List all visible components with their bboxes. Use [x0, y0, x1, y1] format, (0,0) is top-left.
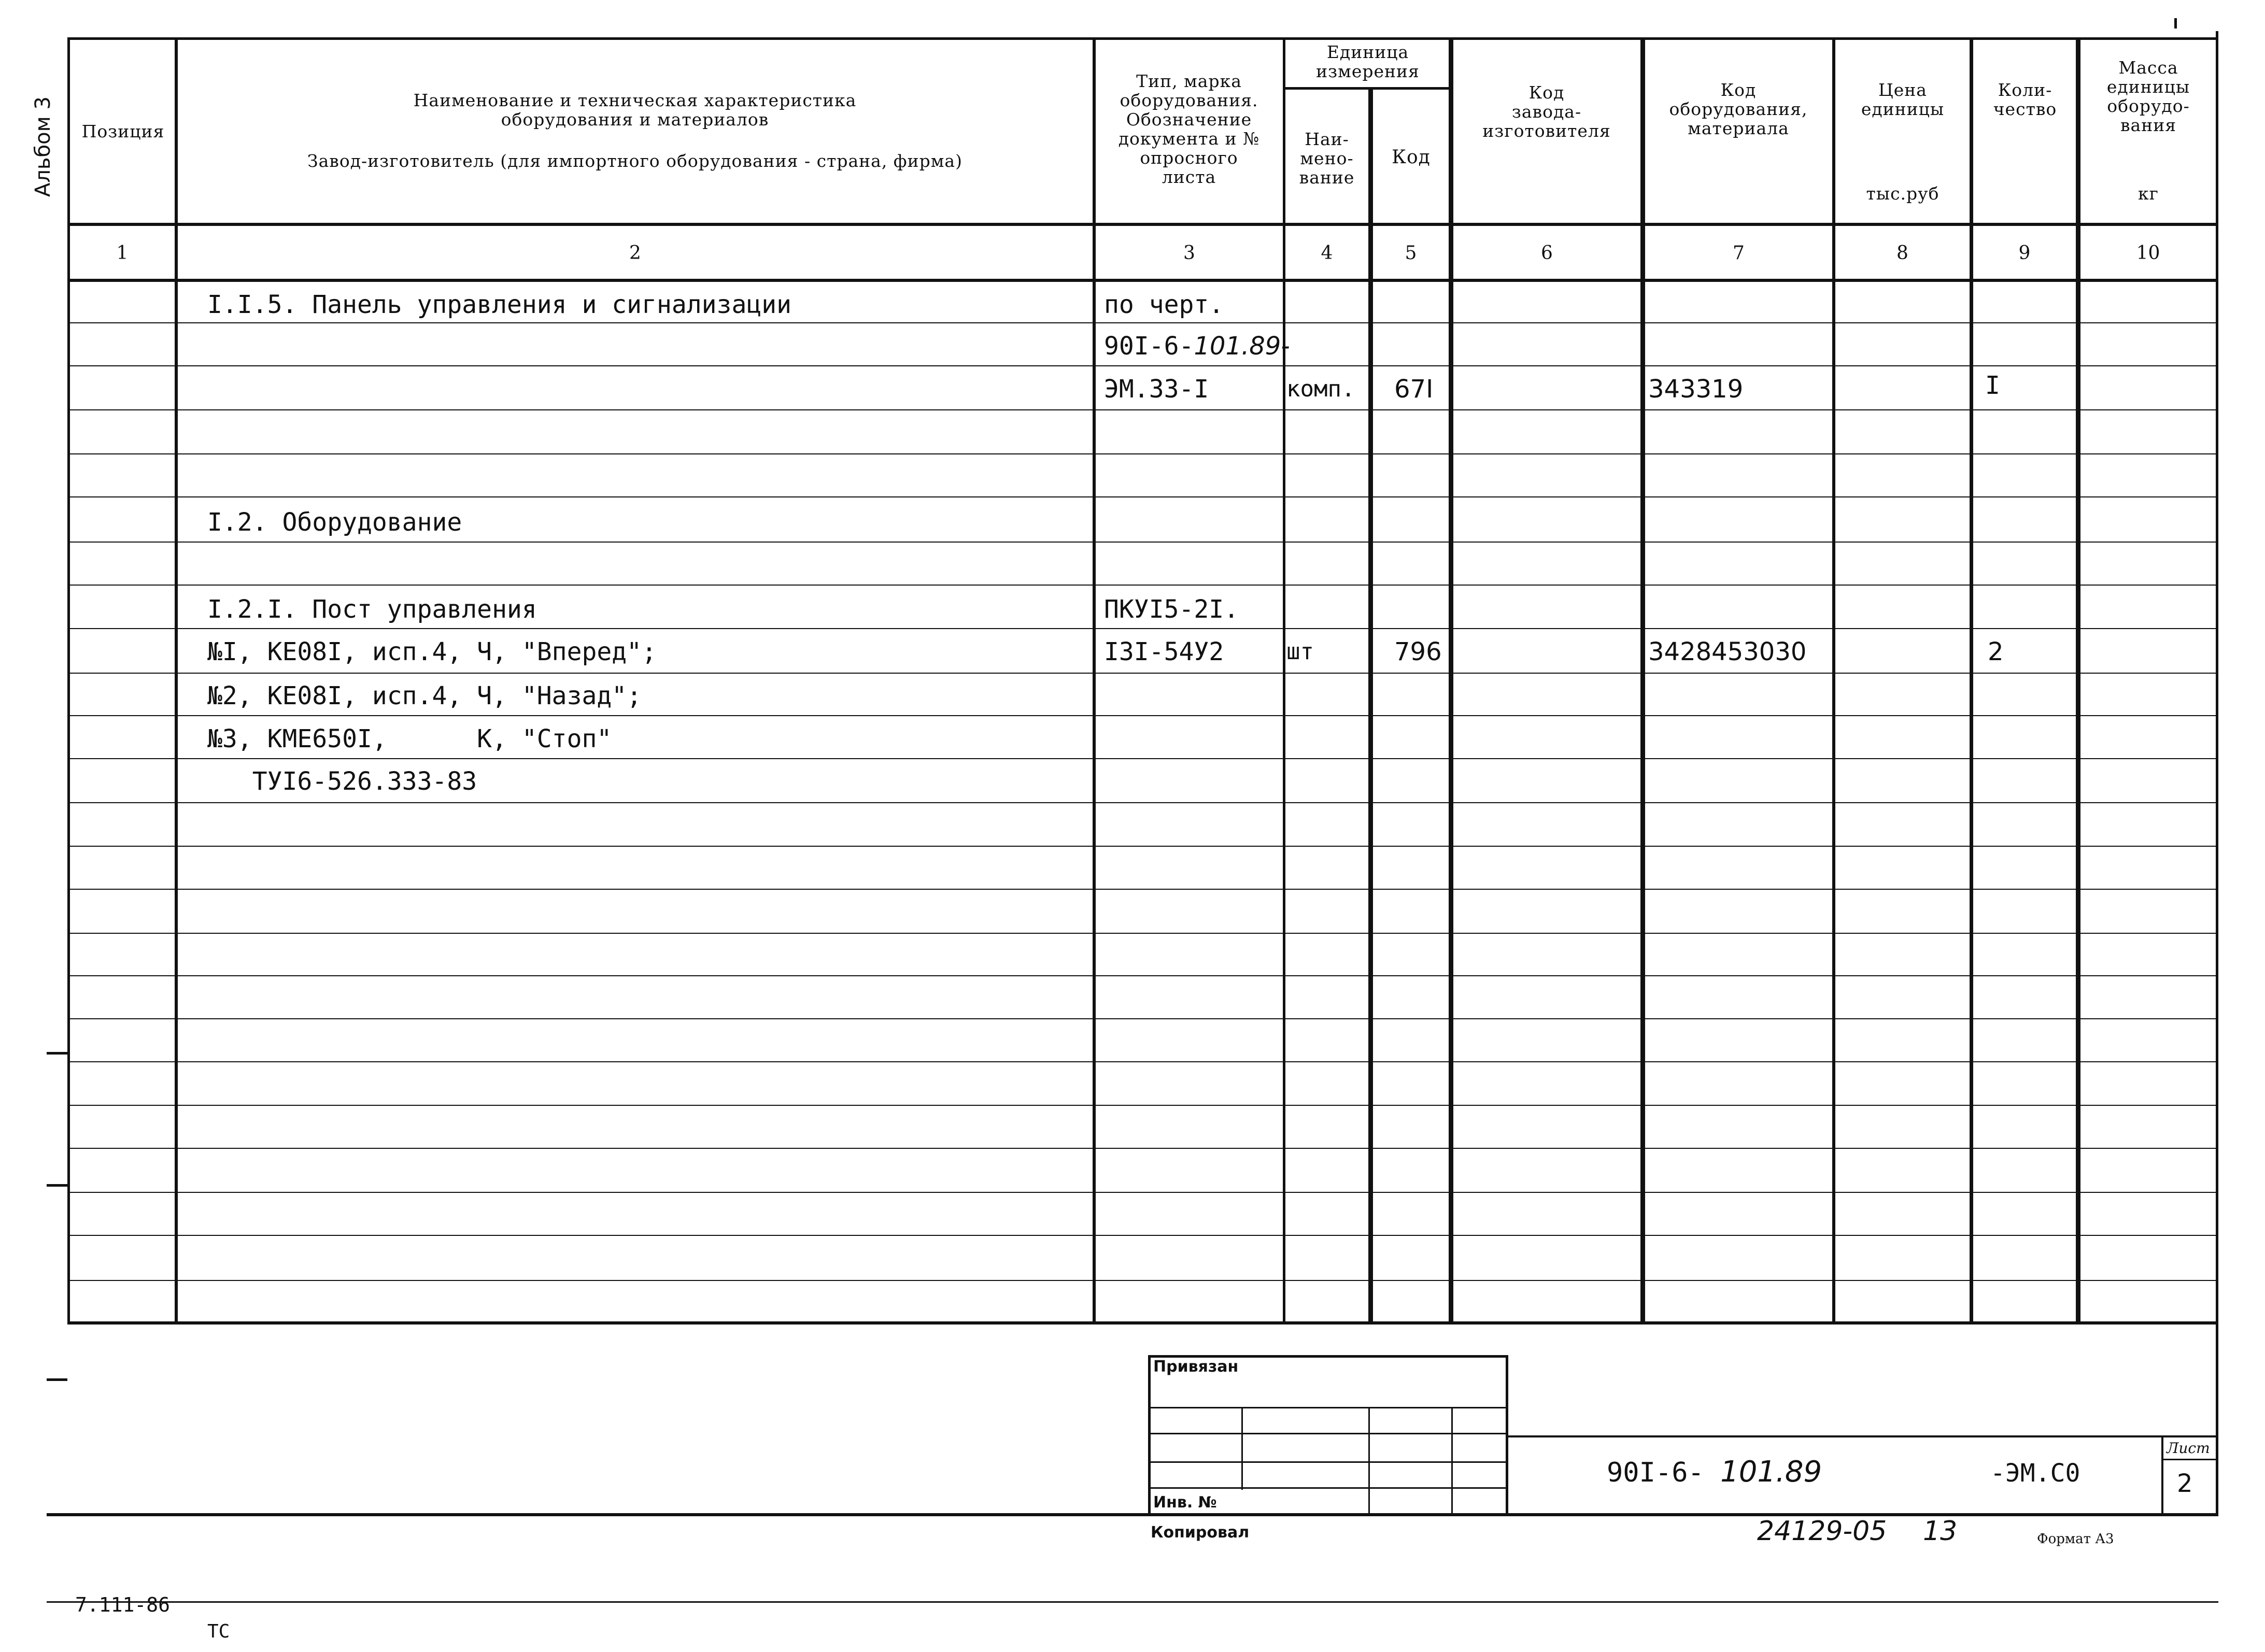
header-unit-name	[1285, 130, 1368, 187]
header-mass-l2: единицы	[2106, 77, 2190, 97]
row-2-unit: комп.	[1286, 376, 1355, 402]
row-8-unit: шт	[1286, 638, 1314, 665]
header-material-l2: оборудования,	[1669, 99, 1808, 119]
row-0-type: по черт.	[1104, 290, 1224, 319]
header-quantity	[1974, 80, 2076, 119]
header-unit-name-l1: Наи-	[1305, 129, 1349, 149]
header-factory-l1: Код	[1528, 82, 1565, 103]
colnum-4: 4	[1321, 243, 1333, 264]
header-price-l1: Цена	[1878, 80, 1927, 100]
colnum-2: 2	[629, 243, 641, 264]
colnum-1: 1	[116, 243, 129, 264]
header-qty-l1: Коли-	[1998, 80, 2052, 100]
header-qty-l2: чество	[1993, 99, 2057, 119]
colnum-5: 5	[1405, 243, 1417, 264]
header-type	[1096, 72, 1282, 187]
row-1-type-print: 90I-6-	[1104, 332, 1194, 361]
row-7-type: ПКУI5-2I.	[1104, 595, 1239, 624]
header-mass-unit: кг	[2138, 183, 2159, 204]
header-unit-code: Код	[1392, 147, 1431, 168]
side-label	[31, 96, 55, 197]
row-2-type: ЭМ.33-I	[1104, 375, 1209, 404]
row-2-material-code: 343319	[1648, 375, 1744, 404]
header-name-line2: оборудования и материалов	[501, 109, 769, 130]
side-label-text: Альбом 3	[31, 96, 55, 197]
row-2-qty: I	[1985, 371, 2000, 400]
stamp-sheet-label: Лист	[2167, 1440, 2210, 1457]
stamp-archive-number: 24129-05	[1757, 1516, 1887, 1547]
row-8-material-code: 3428453030	[1648, 637, 1807, 666]
stamp-archive-page: 13	[1923, 1516, 1958, 1547]
row-8-unit-code: 796	[1394, 637, 1442, 666]
stamp-inv-label: Инв. №	[1153, 1493, 1217, 1512]
row-9-name: №2, КЕ08I, исп.4, Ч, "Назад";	[207, 681, 642, 710]
colnum-7: 7	[1733, 243, 1745, 264]
row-11-name: ТУI6-526.333-83	[207, 767, 477, 796]
header-material-code	[1646, 80, 1831, 138]
header-factory-l3: изготовителя	[1482, 121, 1611, 141]
header-material-l1: Код	[1720, 80, 1757, 100]
stamp-doc-code-hand: 101.89	[1720, 1455, 1822, 1489]
row-7-name: I.2.I. Пост управления	[207, 595, 537, 624]
stamp-bound-label: Привязан	[1153, 1358, 1239, 1376]
footer-code: 7.111-86	[75, 1593, 171, 1616]
row-8-qty: 2	[1988, 637, 2004, 666]
header-mass-l1: Масса	[2118, 58, 2178, 78]
header-mass	[2080, 58, 2216, 135]
header-factory-l2: завода-	[1511, 102, 1582, 122]
header-unit-name-l3: вание	[1299, 167, 1355, 188]
header-mass-l3: оборудо-	[2107, 96, 2190, 116]
header-unit-l2: измерения	[1316, 61, 1420, 81]
stamp-copied-label: Копировал	[1151, 1523, 1250, 1542]
row-10-name: №3, КМЕ650I, К, "Стоп"	[207, 724, 612, 753]
header-type-l2: оборудования.	[1120, 90, 1258, 110]
row-2-unit-code: 67I	[1394, 375, 1434, 404]
colnum-9: 9	[2018, 243, 2031, 264]
stamp-doc-suffix: -ЭМ.С0	[1990, 1459, 2080, 1488]
header-position: Позиция	[81, 121, 165, 141]
footer-tc: ТС	[207, 1621, 230, 1642]
header-name-line3: Завод-изготовитель (для импортного оборудования - страна, фирма)	[307, 151, 962, 171]
row-8-type: I3I-54У2	[1104, 637, 1224, 666]
header-material-l3: материала	[1688, 118, 1789, 138]
header-name-line1: Наименование и техническая характеристика	[413, 90, 857, 110]
colnum-8: 8	[1896, 243, 1908, 264]
header-type-l6: листа	[1162, 167, 1216, 187]
stamp-sheet-number: 2	[2177, 1469, 2193, 1498]
row-1-type-hand: 101.89-	[1194, 332, 1290, 361]
row-0-name: I.I.5. Панель управления и сигнализации	[207, 290, 792, 319]
stamp-doc-code	[1607, 1455, 1822, 1489]
header-price	[1836, 80, 1970, 119]
header-unit-name-l2: мено-	[1300, 148, 1354, 168]
header-type-l5: опросного	[1140, 148, 1238, 168]
row-5-name: I.2. Оборудование	[207, 508, 462, 537]
row-1-type	[1104, 332, 1290, 361]
header-type-l3: Обозначение	[1126, 109, 1252, 130]
stamp-format-label: Формат А3	[2037, 1531, 2114, 1547]
header-factory-code	[1454, 83, 1639, 140]
header-type-l4: документа и №	[1118, 129, 1260, 149]
header-price-l2: единицы	[1861, 99, 1945, 119]
colnum-6: 6	[1541, 243, 1553, 264]
colnum-3: 3	[1183, 243, 1195, 264]
header-unit-group	[1285, 42, 1450, 81]
colnum-10: 10	[2136, 243, 2160, 264]
header-type-l1: Тип, марка	[1136, 71, 1242, 91]
header-unit-l1: Единица	[1326, 42, 1409, 62]
stamp-doc-code-print: 90I-6-	[1607, 1457, 1704, 1488]
footer-rule	[47, 1601, 2218, 1603]
row-8-name: №I, КЕ08I, исп.4, Ч, "Вперед";	[207, 637, 657, 666]
header-price-unit: тыс.руб	[1866, 183, 1940, 204]
header-mass-l4: вания	[2120, 115, 2177, 135]
